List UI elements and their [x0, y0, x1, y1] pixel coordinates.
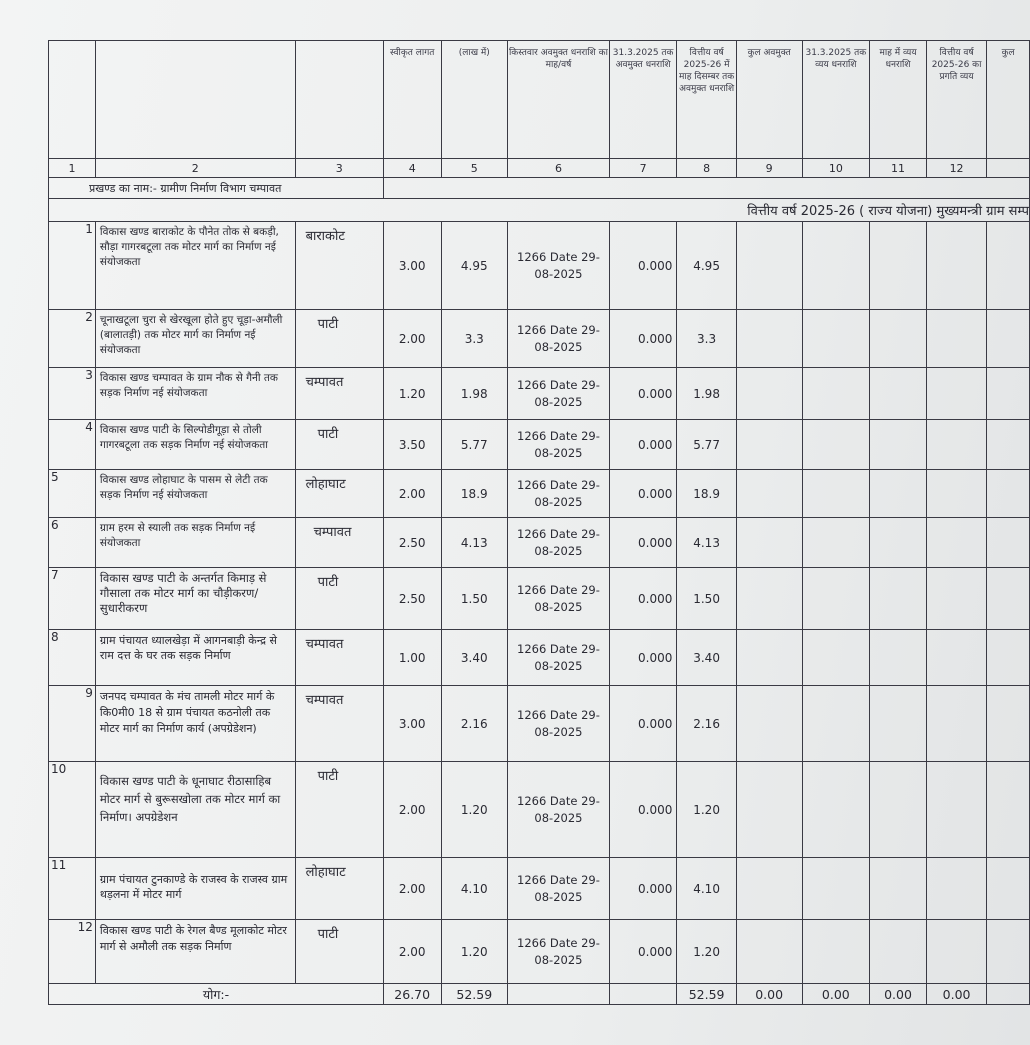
released-till-2025: 0.000 [609, 920, 677, 984]
expenditure-table [48, 40, 1030, 1005]
total-sanctioned: 26.70 [383, 984, 441, 1005]
serial-number: 8 [49, 630, 96, 686]
empty-cell [802, 762, 870, 858]
work-description: विकास खण्ड पाटी के रेगल बैण्ड मूलाकोट मोटर मार्ग से अमौली तक सड़क निर्माण [95, 920, 295, 984]
empty-cell [736, 518, 802, 568]
sanctioned-cost: 2.00 [383, 470, 441, 518]
column-number-row [49, 159, 1030, 178]
column-number: 1 [49, 159, 96, 178]
work-description: विकास खण्ड पाटी के सिल्पोडीगूड़ा से तोली गागरबटूला तक सड़क निर्माण नई संयोजकता [95, 420, 295, 470]
column-number: 7 [609, 159, 677, 178]
cost-lakh: 4.13 [441, 518, 508, 568]
empty-cell [736, 762, 802, 858]
empty-cell [926, 470, 986, 518]
header-cell-7: 31.3.2025 तक अवमुक्त धनराशि [609, 41, 677, 159]
column-number: 8 [677, 159, 736, 178]
sanctioned-cost: 3.00 [383, 686, 441, 762]
empty-cell [802, 630, 870, 686]
cost-lakh: 3.3 [441, 310, 508, 368]
column-number: 11 [870, 159, 927, 178]
empty-cell [736, 568, 802, 630]
empty-cell [987, 310, 1030, 368]
empty-cell [987, 568, 1030, 630]
column-number: 2 [95, 159, 295, 178]
release-order: 1266 Date 29-08-2025 [508, 222, 610, 310]
serial-number: 2 [49, 310, 96, 368]
sanctioned-cost: 2.00 [383, 310, 441, 368]
empty-cell [870, 568, 927, 630]
empty-cell [987, 518, 1030, 568]
empty-cell [736, 858, 802, 920]
work-description: विकास खण्ड लोहाघाट के पासम से लेटी तक सड़क निर्माण नई संयोजकता [95, 470, 295, 518]
empty-cell [926, 858, 986, 920]
work-description: विकास खण्ड चम्पावत के ग्राम नौक से गैनी तक सड़क निर्माण नई संयोजकता [95, 368, 295, 420]
empty-cell [802, 686, 870, 762]
block-name: चम्पावत [295, 630, 383, 686]
released-till-2025: 0.000 [609, 630, 677, 686]
block-name: चम्पावत [295, 518, 383, 568]
block-name: लोहाघाट [295, 858, 383, 920]
column-number: 12 [926, 159, 986, 178]
table-row [49, 368, 1030, 420]
column-number: 4 [383, 159, 441, 178]
released-till-2025: 0.000 [609, 518, 677, 568]
released-2025-26: 4.13 [677, 518, 736, 568]
table-row [49, 686, 1030, 762]
empty-cell [926, 420, 986, 470]
cost-lakh: 1.98 [441, 368, 508, 420]
sanctioned-cost: 3.50 [383, 420, 441, 470]
empty-cell [926, 568, 986, 630]
released-2025-26: 1.20 [677, 762, 736, 858]
empty-cell [736, 686, 802, 762]
column-number: 3 [295, 159, 383, 178]
header-cell-3 [295, 41, 383, 159]
table-row [49, 858, 1030, 920]
header-row [49, 41, 1030, 159]
table-row [49, 630, 1030, 686]
work-description: ग्राम पंचायत टुनकाण्डे के राजस्व के राजस्व ग्राम थड़लना में मोटर मार्ग [95, 858, 295, 920]
released-2025-26: 2.16 [677, 686, 736, 762]
work-description: ग्राम हरम से स्याली तक सड़क निर्माण नई संयोजकता [95, 518, 295, 568]
header-cell-5: (लाख में) [441, 41, 508, 159]
total-col10: 0.00 [802, 984, 870, 1005]
empty-cell [609, 984, 677, 1005]
release-order: 1266 Date 29-08-2025 [508, 470, 610, 518]
cost-lakh: 1.20 [441, 920, 508, 984]
cost-lakh: 1.20 [441, 762, 508, 858]
released-2025-26: 18.9 [677, 470, 736, 518]
released-till-2025: 0.000 [609, 470, 677, 518]
released-till-2025: 0.000 [609, 686, 677, 762]
empty-cell [987, 984, 1030, 1005]
serial-number: 12 [49, 920, 96, 984]
empty-cell [870, 420, 927, 470]
cost-lakh: 1.50 [441, 568, 508, 630]
release-order: 1266 Date 29-08-2025 [508, 920, 610, 984]
table-row [49, 420, 1030, 470]
empty-cell [802, 310, 870, 368]
released-till-2025: 0.000 [609, 222, 677, 310]
block-name: चम्पावत [295, 686, 383, 762]
column-number: 9 [736, 159, 802, 178]
released-2025-26: 3.40 [677, 630, 736, 686]
serial-number: 7 [49, 568, 96, 630]
empty-cell [926, 630, 986, 686]
empty-cell [987, 762, 1030, 858]
empty-cell [736, 420, 802, 470]
column-number: 5 [441, 159, 508, 178]
sanctioned-cost: 2.50 [383, 568, 441, 630]
empty-cell [870, 518, 927, 568]
work-description: चूनाखटूला चुरा से खेरखूला होते हुए चूड़ा-अमौली (बालातड़ी) तक मोटर मार्ग का निर्माण नई संयोजकता [95, 310, 295, 368]
column-number-blank [987, 159, 1030, 178]
empty-cell [736, 630, 802, 686]
header-cell-2 [95, 41, 295, 159]
sanctioned-cost: 2.50 [383, 518, 441, 568]
release-order: 1266 Date 29-08-2025 [508, 420, 610, 470]
empty-cell [926, 762, 986, 858]
work-description: विकास खण्ड पाटी के अन्तर्गत किमाड़ से गौसाला तक मोटर मार्ग का चौड़ीकरण/सुधारीकरण [95, 568, 295, 630]
cost-lakh: 3.40 [441, 630, 508, 686]
block-name: बाराकोट [295, 222, 383, 310]
column-number: 10 [802, 159, 870, 178]
serial-number: 6 [49, 518, 96, 568]
empty-cell [870, 368, 927, 420]
release-order: 1266 Date 29-08-2025 [508, 518, 610, 568]
header-cell-13: कुल [987, 41, 1030, 159]
header-cell-12: वित्तीय वर्ष 2025-26 का प्रगति व्यय [926, 41, 986, 159]
empty-cell [987, 222, 1030, 310]
empty-cell [802, 518, 870, 568]
serial-number: 5 [49, 470, 96, 518]
cost-lakh: 5.77 [441, 420, 508, 470]
total-cost: 52.59 [441, 984, 508, 1005]
table-row [49, 518, 1030, 568]
empty-cell [870, 630, 927, 686]
work-description: ग्राम पंचायत ध्यालखेड़ा में आगनबाड़ी केन्द्र से राम दत्त के घर तक सड़क निर्माण [95, 630, 295, 686]
empty-cell [987, 858, 1030, 920]
empty-cell [870, 686, 927, 762]
header-cell-8: वित्तीय वर्ष 2025-26 में माह दिसम्बर तक अवमुक्त धनराशि [677, 41, 736, 159]
column-number: 6 [508, 159, 610, 178]
release-order: 1266 Date 29-08-2025 [508, 858, 610, 920]
released-till-2025: 0.000 [609, 858, 677, 920]
sanctioned-cost: 2.00 [383, 762, 441, 858]
table-row [49, 470, 1030, 518]
block-name: पाटी [295, 568, 383, 630]
released-2025-26: 5.77 [677, 420, 736, 470]
released-till-2025: 0.000 [609, 762, 677, 858]
serial-number: 9 [49, 686, 96, 762]
block-name: पाटी [295, 762, 383, 858]
table-row [49, 920, 1030, 984]
empty-cell [870, 310, 927, 368]
header-cell-11: माह में व्यय धनराशि [870, 41, 927, 159]
empty-cell [736, 222, 802, 310]
release-order: 1266 Date 29-08-2025 [508, 686, 610, 762]
header-cell-4: स्वीकृत लागत [383, 41, 441, 159]
serial-number: 1 [49, 222, 96, 310]
empty-cell [926, 368, 986, 420]
empty-cell [926, 686, 986, 762]
work-description: जनपद चम्पावत के मंच तामली मोटर मार्ग के कि0मी0 18 से ग्राम पंचायत कठनोली तक मोटर मार्ग का निर्माण कार्य (अपग्रेडेशन) [95, 686, 295, 762]
released-2025-26: 3.3 [677, 310, 736, 368]
release-order: 1266 Date 29-08-2025 [508, 762, 610, 858]
block-name: लोहाघाट [295, 470, 383, 518]
empty-cell [926, 920, 986, 984]
release-order: 1266 Date 29-08-2025 [508, 630, 610, 686]
serial-number: 11 [49, 858, 96, 920]
sanctioned-cost: 3.00 [383, 222, 441, 310]
scheme-row [49, 199, 1030, 222]
empty-cell [802, 470, 870, 518]
released-till-2025: 0.000 [609, 368, 677, 420]
table-row [49, 222, 1030, 310]
empty-cell [987, 630, 1030, 686]
empty-cell [987, 368, 1030, 420]
serial-number: 3 [49, 368, 96, 420]
empty-cell [870, 920, 927, 984]
block-name: पाटी [295, 420, 383, 470]
empty-cell [736, 920, 802, 984]
empty-cell [870, 858, 927, 920]
work-description: विकास खण्ड पाटी के धूनाघाट रीठासाहिब मोटर मार्ग से बुरूसखोला तक मोटर मार्ग का निर्माण। अपग्रेडेशन [95, 762, 295, 858]
empty-cell [870, 470, 927, 518]
released-till-2025: 0.000 [609, 568, 677, 630]
empty-cell [987, 920, 1030, 984]
released-2025-26: 4.95 [677, 222, 736, 310]
total-col11: 0.00 [870, 984, 927, 1005]
empty-cell [802, 858, 870, 920]
release-order: 1266 Date 29-08-2025 [508, 568, 610, 630]
header-cell-1 [49, 41, 96, 159]
total-col9: 0.00 [736, 984, 802, 1005]
section-title: प्रखण्ड का नाम:- ग्रामीण निर्माण विभाग चम्पावत [49, 178, 384, 199]
section-row [49, 178, 1030, 199]
empty-cell [870, 762, 927, 858]
empty-cell [870, 222, 927, 310]
empty-cell [736, 310, 802, 368]
empty-cell [802, 222, 870, 310]
empty-cell [802, 568, 870, 630]
total-col12: 0.00 [926, 984, 986, 1005]
release-order: 1266 Date 29-08-2025 [508, 368, 610, 420]
released-2025-26: 1.98 [677, 368, 736, 420]
section-row-blank [383, 178, 1029, 199]
released-till-2025: 0.000 [609, 310, 677, 368]
serial-number: 4 [49, 420, 96, 470]
block-name: चम्पावत [295, 368, 383, 420]
block-name: पाटी [295, 920, 383, 984]
empty-cell [987, 470, 1030, 518]
empty-cell [987, 420, 1030, 470]
sanctioned-cost: 2.00 [383, 858, 441, 920]
table-row [49, 762, 1030, 858]
total-released: 52.59 [677, 984, 736, 1005]
sanctioned-cost: 1.00 [383, 630, 441, 686]
empty-cell [736, 368, 802, 420]
header-cell-6: किस्तवार अवमुक्त धनराशि का माह/वर्ष [508, 41, 610, 159]
released-2025-26: 4.10 [677, 858, 736, 920]
empty-cell [926, 310, 986, 368]
scheme-title: वित्तीय वर्ष 2025-26 ( राज्य योजना) मुख्यमन्त्री ग्राम सम्प [49, 199, 1030, 222]
empty-cell [802, 368, 870, 420]
serial-number: 10 [49, 762, 96, 858]
released-2025-26: 1.20 [677, 920, 736, 984]
cost-lakh: 4.10 [441, 858, 508, 920]
empty-cell [736, 470, 802, 518]
table-row [49, 310, 1030, 368]
release-order: 1266 Date 29-08-2025 [508, 310, 610, 368]
table-row [49, 568, 1030, 630]
empty-cell [987, 686, 1030, 762]
total-label: योग:- [49, 984, 384, 1005]
cost-lakh: 2.16 [441, 686, 508, 762]
cost-lakh: 4.95 [441, 222, 508, 310]
sanctioned-cost: 1.20 [383, 368, 441, 420]
total-row [49, 984, 1030, 1005]
header-cell-10: 31.3.2025 तक व्यय धनराशि [802, 41, 870, 159]
released-till-2025: 0.000 [609, 420, 677, 470]
header-cell-9: कुल अवमुक्त [736, 41, 802, 159]
empty-cell [508, 984, 610, 1005]
empty-cell [926, 518, 986, 568]
cost-lakh: 18.9 [441, 470, 508, 518]
released-2025-26: 1.50 [677, 568, 736, 630]
work-description: विकास खण्ड बाराकोट के पौनेत तोक से बकड़ी, सौड़ा गागरबटूला तक मोटर मार्ग का निर्माण नई संयोजकता [95, 222, 295, 310]
empty-cell [926, 222, 986, 310]
block-name: पाटी [295, 310, 383, 368]
empty-cell [802, 420, 870, 470]
empty-cell [802, 920, 870, 984]
sanctioned-cost: 2.00 [383, 920, 441, 984]
